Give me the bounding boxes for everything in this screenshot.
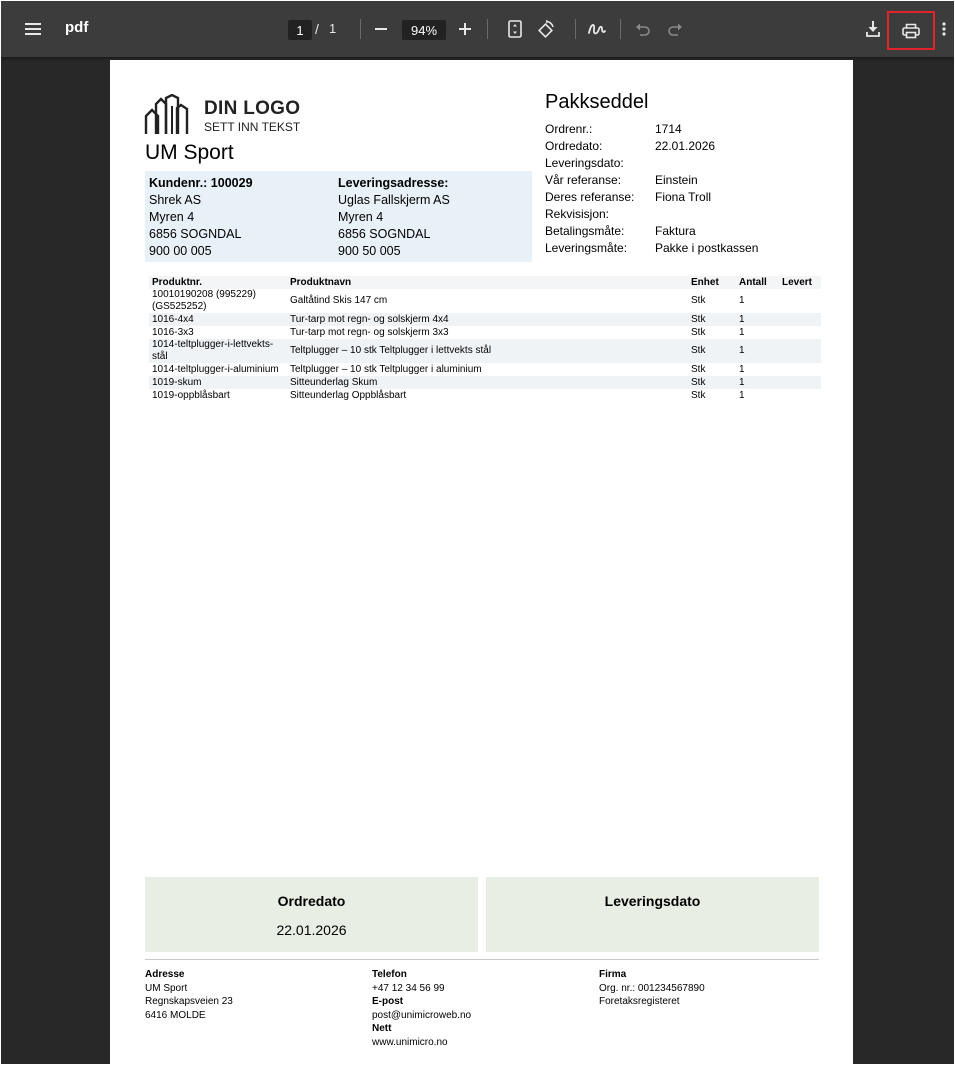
column-header: Enhet	[688, 276, 736, 289]
delivery-date-box	[486, 877, 819, 952]
table-cell: 1014-teltplugger-i-lettvekts-stål	[149, 339, 287, 363]
table-row	[149, 376, 821, 389]
order-info-key: Leveringsdato:	[545, 156, 624, 170]
order-info-value: Pakke i postkassen	[655, 241, 759, 255]
order-info-key: Betalingsmåte:	[545, 224, 625, 238]
table-cell: Stk	[688, 313, 736, 326]
table-cell: 1014-teltplugger-i-aluminium	[152, 363, 279, 375]
table-cell: Stk	[691, 326, 706, 338]
table-cell: Teltplugger – 10 stk Teltplugger i aluminium	[290, 363, 482, 375]
table-cell	[779, 389, 821, 402]
table-cell	[779, 326, 821, 339]
draw-icon	[587, 20, 607, 38]
table-cell: Galtåtind Skis 147 cm	[290, 295, 388, 306]
order-info-value: Einstein	[655, 173, 698, 187]
viewer-toolbar	[1, 1, 954, 57]
order-info-key: Deres referanse:	[545, 190, 635, 204]
undo-button[interactable]	[631, 17, 655, 41]
order-info-row	[545, 206, 758, 223]
zoom-in-button[interactable]	[453, 17, 477, 41]
footer-label: Nett	[372, 1023, 392, 1034]
customer-number: Kundenr.: 100029	[149, 176, 253, 190]
table-cell: 1	[739, 363, 745, 375]
rotate-button[interactable]	[534, 17, 558, 41]
order-date-label: Ordredato	[277, 893, 346, 909]
footer-label: Telefon	[372, 969, 407, 980]
toolbar-divider	[360, 19, 361, 39]
order-info-row	[545, 172, 758, 189]
table-row	[149, 389, 821, 402]
plus-icon	[459, 23, 471, 35]
table-cell	[779, 313, 821, 326]
pdf-viewer	[1, 1, 954, 1064]
order-date-box	[145, 877, 478, 952]
address-line: 6856 SOGNDAL	[149, 227, 242, 241]
table-cell: Stk	[691, 295, 706, 306]
table-row	[149, 313, 821, 326]
column-header: Antall	[736, 276, 779, 289]
table-cell: 10010190208 (995229) (GS525252)	[152, 289, 256, 312]
table-row	[149, 363, 821, 376]
annotate-button[interactable]	[585, 17, 609, 41]
order-info	[545, 121, 758, 257]
table-cell: Teltplugger – 10 stk Teltplugger i lettvekts stål	[287, 339, 688, 363]
page-separator: /	[315, 21, 319, 37]
table-header-row	[149, 276, 821, 289]
address-line: Uglas Fallskjerm AS	[338, 193, 450, 207]
order-info-row	[545, 189, 758, 206]
order-info-key: Rekvisisjon:	[545, 207, 610, 221]
table-cell: 1019-skum	[149, 376, 287, 389]
order-info-row	[545, 223, 758, 240]
download-button[interactable]	[861, 17, 885, 41]
redo-icon	[667, 22, 683, 36]
footer-label: E-post	[372, 996, 404, 1007]
menu-button[interactable]	[17, 15, 49, 43]
order-info-row	[545, 121, 758, 138]
table-cell	[779, 289, 821, 313]
column-header: Produktnr.	[149, 276, 287, 289]
footer-address	[145, 968, 233, 1022]
address-line: Myren 4	[338, 210, 384, 224]
column-header: Produktnavn	[287, 276, 688, 289]
table-cell: 1016-3x3	[152, 326, 194, 338]
table-cell: 1019-oppblåsbart	[152, 389, 230, 401]
order-info-key: Ordrenr.:	[545, 122, 593, 136]
table-cell: 1	[739, 295, 745, 306]
footer-line: Org. nr.: 001234567890	[599, 982, 705, 994]
toolbar-divider	[487, 19, 488, 39]
fit-page-button[interactable]	[503, 17, 527, 41]
delivery-address	[338, 175, 450, 260]
address-line: 900 00 005	[149, 244, 212, 258]
document-heading: Pakkseddel	[545, 91, 649, 113]
table-cell: Stk	[691, 363, 706, 375]
more-options-button[interactable]	[937, 17, 951, 41]
order-info-key: Vår referanse:	[545, 173, 622, 187]
logo-icon	[144, 94, 190, 136]
company-name: UM Sport	[145, 141, 234, 164]
table-cell: Stk	[688, 376, 736, 389]
footer-label: Adresse	[145, 969, 185, 980]
footer-divider	[145, 959, 819, 960]
footer-line: +47 12 34 56 99	[372, 982, 445, 994]
logo-title: DIN LOGO	[204, 98, 301, 119]
order-info-key: Leveringsmåte:	[545, 241, 628, 255]
customer-address	[149, 175, 253, 260]
order-info-value: Faktura	[655, 224, 696, 238]
address-line: 6856 SOGNDAL	[338, 227, 431, 241]
zoom-out-button[interactable]	[369, 17, 393, 41]
table-cell: 1	[739, 389, 745, 401]
footer-contact	[372, 968, 471, 1049]
page-total: 1	[329, 21, 337, 36]
page-number-input[interactable]: 1	[288, 20, 312, 40]
order-info-value: 22.01.2026	[655, 139, 716, 153]
table-cell: 1	[736, 313, 779, 326]
document-title: pdf	[65, 19, 89, 36]
undo-icon	[635, 22, 651, 36]
more-vertical-icon	[942, 22, 946, 36]
table-row	[149, 289, 821, 313]
footer-line: 6416 MOLDE	[145, 1009, 206, 1021]
pdf-page	[110, 60, 853, 1064]
column-header: Levert	[779, 276, 821, 289]
table-row	[149, 326, 821, 339]
table-cell: 1	[736, 339, 779, 363]
table-cell: 1	[736, 376, 779, 389]
order-info-row	[545, 240, 758, 257]
order-info-row	[545, 155, 758, 172]
order-info-value: Fiona Troll	[655, 190, 712, 204]
table-cell: Tur-tarp mot regn- og solskjerm 4x4	[287, 313, 688, 326]
footer-line: Foretaksregisteret	[599, 996, 680, 1007]
address-line: Shrek AS	[149, 193, 202, 207]
table-cell: Sitteunderlag Oppblåsbart	[290, 389, 407, 401]
footer-label: Firma	[599, 969, 627, 980]
print-icon	[902, 23, 920, 39]
table-cell: 1	[739, 326, 745, 338]
rotate-icon	[536, 19, 556, 39]
table-cell: 1016-4x4	[149, 313, 287, 326]
footer-line: Regnskapsveien 23	[145, 996, 233, 1007]
footer-line: UM Sport	[145, 982, 188, 994]
delivery-address-label: Leveringsadresse:	[338, 176, 449, 190]
table-row	[149, 339, 821, 363]
redo-button[interactable]	[663, 17, 687, 41]
order-info-value: 1714	[655, 122, 682, 136]
download-icon	[866, 21, 880, 37]
table-cell	[779, 363, 821, 376]
product-table	[149, 276, 821, 402]
footer-line: post@unimicroweb.no	[372, 1009, 472, 1021]
zoom-input[interactable]: 94%	[402, 20, 446, 40]
footer-line: www.unimicro.no	[372, 1036, 448, 1048]
table-cell: Stk	[691, 389, 706, 401]
order-date-value: 22.01.2026	[276, 922, 347, 938]
table-cell	[779, 376, 821, 389]
toolbar-divider	[620, 19, 621, 39]
minus-icon	[375, 23, 387, 35]
address-line: Myren 4	[149, 210, 195, 224]
menu-icon	[25, 23, 41, 35]
table-cell: Tur-tarp mot regn- og solskjerm 3x3	[290, 326, 449, 338]
table-cell: Stk	[688, 339, 736, 363]
delivery-date-label: Leveringsdato	[604, 893, 701, 909]
footer-company	[599, 968, 705, 1009]
fit-page-icon	[508, 20, 522, 38]
order-info-key: Ordredato:	[545, 139, 603, 153]
print-button[interactable]	[887, 11, 935, 50]
address-line: 900 50 005	[338, 244, 401, 258]
table-cell	[779, 339, 821, 363]
toolbar-divider	[575, 19, 576, 39]
logo-subtitle: SETT INN TEKST	[204, 120, 301, 134]
address-box	[145, 171, 532, 262]
table-cell: Sitteunderlag Skum	[287, 376, 688, 389]
order-info-row	[545, 138, 758, 155]
